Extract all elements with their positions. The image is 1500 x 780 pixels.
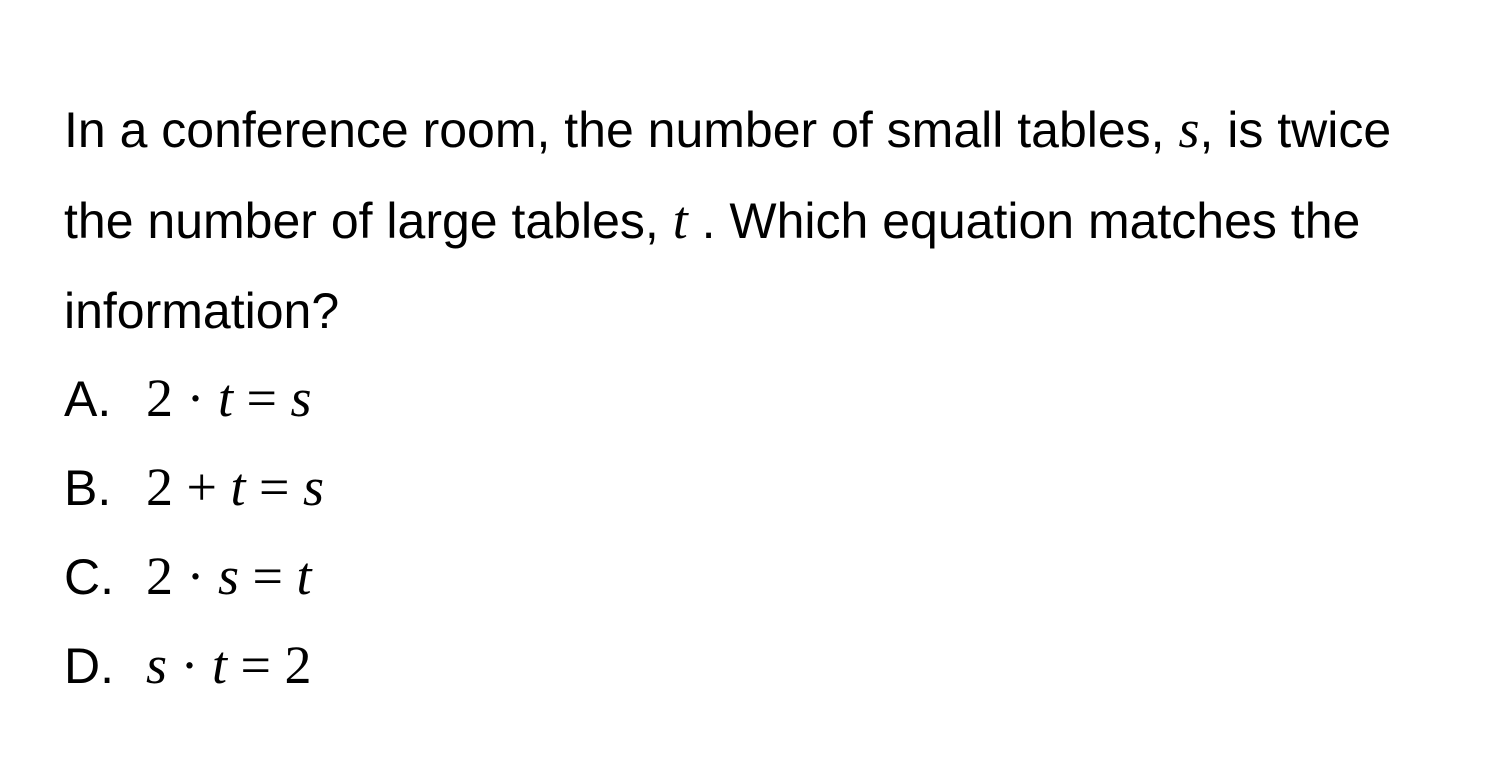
option-letter: C. — [64, 549, 114, 605]
question-text-part-2: , is twice the number of large tables, — [64, 102, 1392, 249]
answer-options — [64, 354, 324, 710]
question-text-part-1: In a conference room, the number of small tables, — [64, 102, 1179, 158]
option-equation: 2 + t = s — [146, 457, 324, 517]
option-b[interactable] — [64, 443, 324, 532]
option-letter: D. — [64, 638, 114, 694]
question-text-part-3: . Which equation matches the information? — [64, 193, 1361, 339]
variable-t: t — [672, 190, 688, 250]
option-d[interactable] — [64, 621, 324, 710]
variable-s: s — [1178, 99, 1200, 159]
option-a[interactable] — [64, 354, 324, 443]
option-letter: A. — [64, 371, 112, 427]
option-letter: B. — [64, 460, 112, 516]
question-text — [64, 84, 1444, 356]
option-equation: 2 · s = t — [146, 546, 312, 606]
option-equation: s · t = 2 — [146, 635, 312, 695]
option-equation: 2 · t = s — [146, 368, 312, 428]
option-c[interactable] — [64, 532, 324, 621]
